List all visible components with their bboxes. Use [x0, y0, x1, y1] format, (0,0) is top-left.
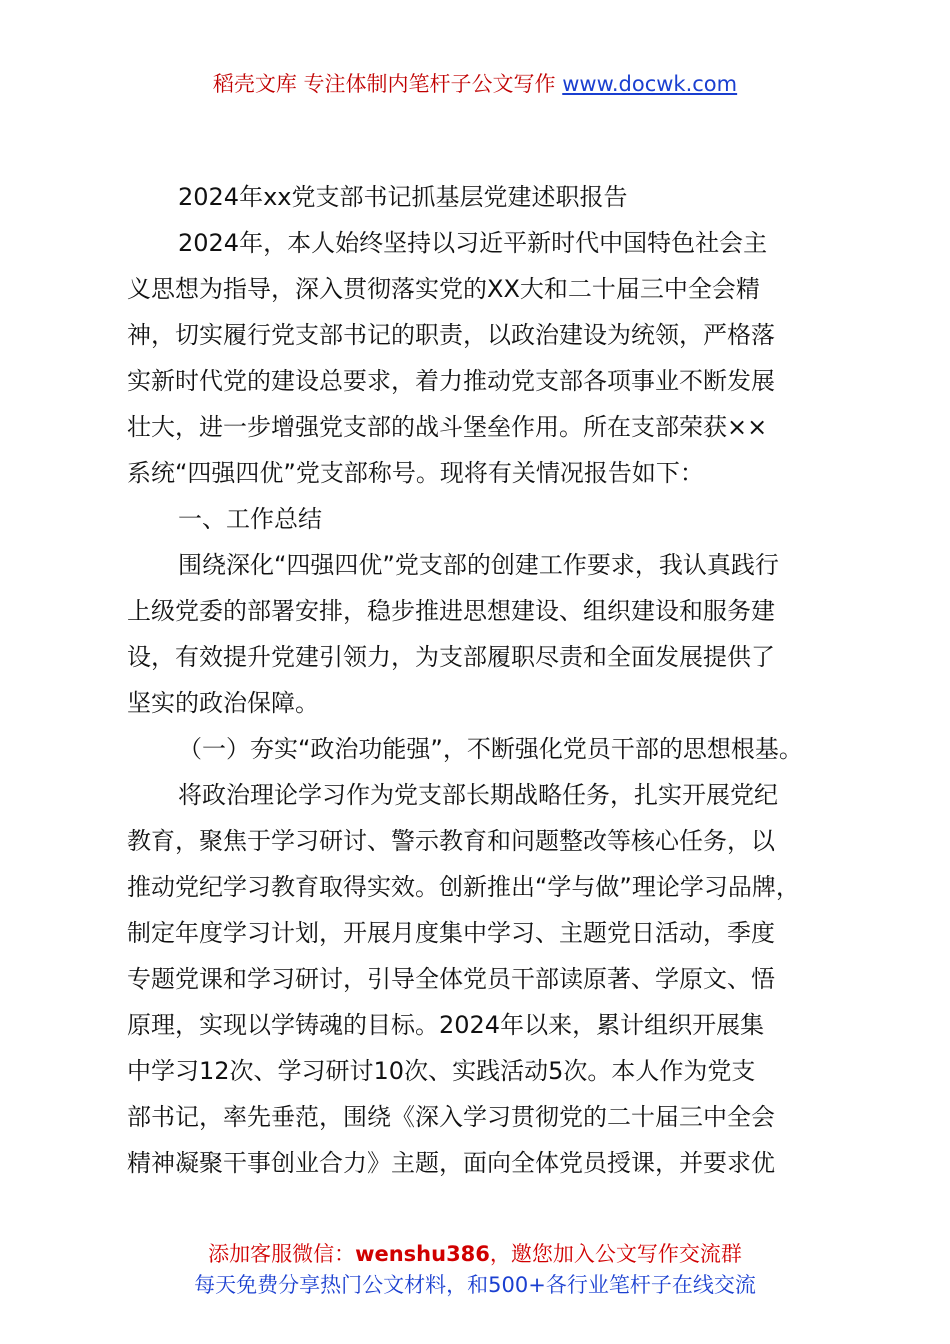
- document-line: 原理，实现以学铸魂的目标。2024年以来，累计组织开展集: [127, 1011, 765, 1039]
- document-line: 实新时代党的建设总要求，着力推动党支部各项事业不断发展: [127, 367, 775, 395]
- site-brand-text: 稻壳文库 专注体制内笔杆子公文写作: [212, 72, 556, 96]
- document-line: 精神凝聚干事创业合力》主题，面向全体党员授课，并要求优: [127, 1149, 775, 1177]
- document-line: 系统“四强四优”党支部称号。现将有关情况报告如下：: [127, 459, 704, 487]
- promo-footer: [0, 1239, 950, 1301]
- document-line: 推动党纪学习教育取得实效。创新推出“学与做”理论学习品牌，: [127, 873, 800, 901]
- document-line: 专题党课和学习研讨，引导全体党员干部读原著、学原文、悟: [127, 965, 775, 993]
- document-line: 上级党委的部署安排，稳步推进思想建设、组织建设和服务建: [127, 597, 775, 625]
- document-line: 中学习12次、学习研讨10次、实践活动5次。本人作为党支: [127, 1057, 756, 1085]
- document-line: 将政治理论学习作为党支部长期战略任务，扎实开展党纪: [178, 781, 778, 809]
- document-line: 一、工作总结: [178, 505, 322, 533]
- site-header: [0, 68, 950, 100]
- document-body: [127, 174, 827, 1186]
- document-line: 神，切实履行党支部书记的职责，以政治建设为统领，严格落: [127, 321, 775, 349]
- footer-contact-suffix: ，邀您加入公文写作交流群: [489, 1242, 742, 1266]
- document-title: 2024年xx党支部书记抓基层党建述职报告: [178, 183, 628, 211]
- document-line: 设，有效提升党建引领力，为支部履职尽责和全面发展提供了: [127, 643, 775, 671]
- document-line: 2024年，本人始终坚持以习近平新时代中国特色社会主: [178, 229, 768, 257]
- document-line: 围绕深化“四强四优”党支部的创建工作要求，我认真践行: [178, 551, 779, 579]
- footer-contact-prefix: 添加客服微信：: [208, 1242, 356, 1266]
- footer-contact-line: [0, 1239, 950, 1270]
- document-line: 部书记，率先垂范，围绕《深入学习贯彻党的二十届三中全会: [127, 1103, 775, 1131]
- document-line: 壮大，进一步增强党支部的战斗堡垒作用。所在支部荣获××: [127, 413, 768, 441]
- document-line: 教育，聚焦于学习研讨、警示教育和问题整改等核心任务，以: [127, 827, 775, 855]
- wechat-id: wenshu386: [355, 1242, 490, 1266]
- document-line: 义思想为指导，深入贯彻落实党的XX大和二十届三中全会精: [127, 275, 760, 303]
- document-line: 制定年度学习计划，开展月度集中学习、主题党日活动，季度: [127, 919, 775, 947]
- footer-promo-line: 每天免费分享热门公文材料，和500+各行业笔杆子在线交流: [194, 1273, 756, 1297]
- document-line: （一）夯实“政治功能强”，不断强化党员干部的思想根基。: [178, 735, 803, 763]
- site-url-link[interactable]: www.docwk.com: [562, 72, 738, 96]
- document-line: 坚实的政治保障。: [127, 689, 319, 717]
